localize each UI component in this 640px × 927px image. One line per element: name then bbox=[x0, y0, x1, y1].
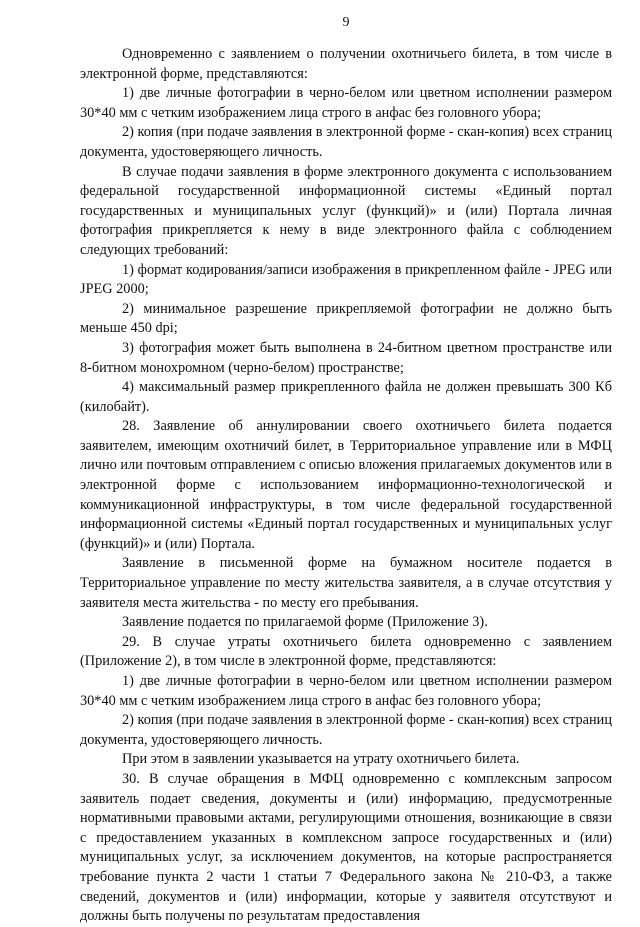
page-number: 9 bbox=[342, 15, 350, 30]
paragraph: Одновременно с заявлением о получении охотничьего билета, в том числе в электронной форме, представляются: bbox=[80, 46, 612, 82]
paragraph: 2) копия (при подаче заявления в электронной форме - скан-копия) всех страниц документа, удостоверяющего личность. bbox=[80, 712, 612, 748]
paragraph: 29. В случае утраты охотничьего билета одновременно с заявлением (Приложение 2), в том числе в электронной форме, представляются: bbox=[80, 633, 612, 670]
paragraph: 2) минимальное разрешение прикрепляемой фотографии не должно быть меньше 450 dpi; bbox=[80, 300, 612, 337]
paragraph: 1) формат кодирования/записи изображения в прикрепленном файле - JPEG или JPEG 2000; bbox=[80, 261, 612, 298]
paragraph: 28. Заявление об аннулировании своего охотничьего билета подается заявителем, имеющим охотничий билет, в Территориальное управление или в МФЦ лично или почтовым отправлением с описью вложения прилагаемых документов или в электронной форме с использованием информационно-технологической и коммуникационной инфраструктуры, в том числе федеральной государственной информационной системы «Единый портал государственных и муниципальных услуг (функций)» и (или) Портала. bbox=[80, 418, 612, 552]
paragraph: 30. В случае обращения в МФЦ одновременно с комплексным запросом заявитель подает сведения, документы и (или) информацию, предусмотренные нормативными правовыми актами, регулирующими отношения, возникающие в связи с предоставлением указанных в комплексном запросе государственных и (или) муниципальных услуг, за исключением документов, на которые распространяется требование пункта 2 части 1 статьи 7 Федерального закона № 210-ФЗ, а также сведений, документов и (или) информации, которые у заявителя отсутствуют и должны быть получены по результатам предоставления bbox=[80, 770, 612, 925]
paragraph: При этом в заявлении указывается на утрату охотничьего билета. bbox=[122, 751, 520, 768]
paragraph: 1) две личные фотографии в черно-белом или цветном исполнении размером 30*40 мм с четким изображением лица строго в анфас без головного убора; bbox=[80, 673, 612, 709]
paragraph: 4) максимальный размер прикрепленного файла не должен превышать 300 Кб (килобайт). bbox=[80, 379, 612, 415]
paragraph: 2) копия (при подаче заявления в электронной форме - скан-копия) всех страниц документа, удостоверяющего личность. bbox=[80, 124, 612, 160]
paragraph: Заявление подается по прилагаемой форме (Приложение 3). bbox=[122, 614, 488, 631]
paragraph: В случае подачи заявления в форме электронного документа с использованием федеральной государственной информационной системы «Единый портал государственных и муниципальных услуг (функций)» и (или) Портала личная фотография прикрепляется к нему в виде электронного файла с соблюдением следующих требований: bbox=[80, 163, 612, 258]
paragraph: Заявление в письменной форме на бумажном носителе подается в Территориальное управление по месту жительства заявителя, а в случае отсутствия у заявителя места жительства - по месту его пребывания. bbox=[80, 555, 612, 611]
paragraph: 3) фотография может быть выполнена в 24-битном цветном пространстве или 8-битном монохромном (черно-белом) пространстве; bbox=[80, 339, 612, 376]
paragraph: 1) две личные фотографии в черно-белом или цветном исполнении размером 30*40 мм с четким изображением лица строго в анфас без головного убора; bbox=[80, 85, 612, 121]
